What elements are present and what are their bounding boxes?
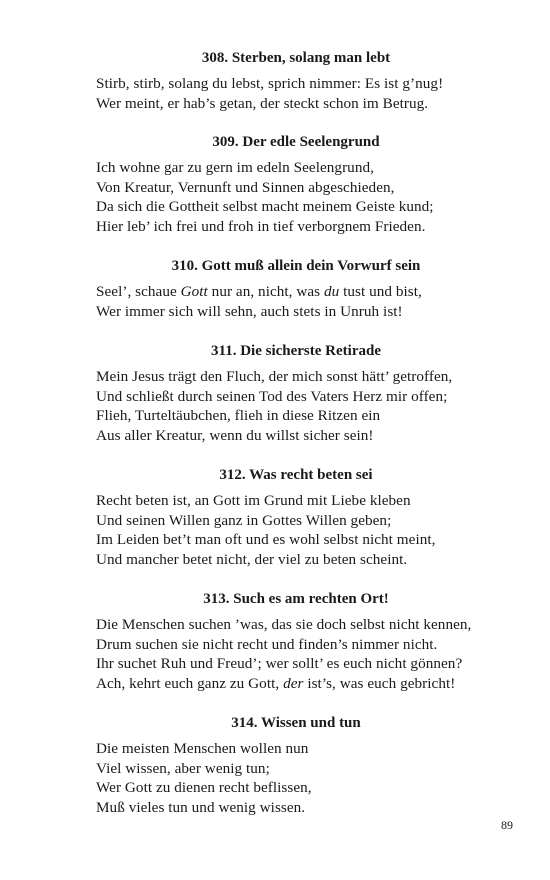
- poem-line: [96, 635, 496, 655]
- poem-title: [96, 465, 496, 485]
- poem-title-text: Der edle Seelengrund: [242, 134, 380, 150]
- poem-line: [96, 530, 496, 550]
- line-text: Muß vieles tun und wenig wissen.: [96, 798, 306, 816]
- poem-line: [96, 217, 496, 237]
- poem-lines: [96, 491, 496, 569]
- emphasized-text: der: [283, 674, 304, 692]
- line-text: Stirb, stirb, solang du lebst, sprich nimmer: Es ist g’nug!: [96, 75, 444, 92]
- line-text: nur an, nicht, was: [207, 283, 324, 300]
- line-text: Recht beten ist, an Gott im Grund mit Liebe kleben: [96, 492, 411, 509]
- poem: [96, 589, 496, 693]
- poem-title: [96, 341, 496, 361]
- line-text: Im Leiden bet’t man oft und es wohl selbst nicht meint,: [96, 531, 436, 548]
- line-text: Mein Jesus trägt den Fluch, der mich sonst hätt’ getroffen,: [96, 368, 453, 385]
- line-text: Viel wissen, aber wenig tun;: [96, 759, 270, 777]
- line-text: Wer meint, er hab’s getan, der steckt schon im Betrug.: [96, 94, 429, 112]
- line-text: Da sich die Gottheit selbst macht meinem Geiste kund;: [96, 198, 434, 215]
- line-text: Wer immer sich will sehn, auch stets in Unruh ist!: [96, 302, 403, 320]
- line-text: Aus aller Kreatur, wenn du willst sicher sein!: [96, 426, 374, 444]
- line-text: Ihr suchet Ruh und Freud’; wer sollt’ es euch nicht gönnen?: [96, 655, 463, 672]
- poem-title: [96, 256, 496, 276]
- poem-number: 310.: [171, 258, 198, 274]
- page-content: [96, 48, 496, 817]
- poem-line: [96, 759, 496, 779]
- poem-line: [96, 426, 496, 446]
- poem-line: [96, 282, 496, 302]
- poem-line: [96, 550, 496, 570]
- poem-line: [96, 387, 496, 407]
- poem-title-text: Such es am rechten Ort!: [233, 591, 389, 607]
- poem-line: [96, 674, 496, 694]
- line-text: Seel’, schaue: [96, 283, 181, 300]
- poem-title-text: Gott muß allein dein Vorwurf sein: [201, 258, 421, 274]
- poem-number: 309.: [212, 134, 239, 150]
- poem-title: [96, 713, 496, 733]
- line-text: Und seinen Willen ganz in Gottes Willen geben;: [96, 511, 392, 529]
- poem-title-text: Sterben, solang man lebt: [231, 50, 391, 66]
- line-text: Und schließt durch seinen Tod des Vaters Herz mir offen;: [96, 387, 448, 405]
- line-text: Und mancher betet nicht, der viel zu beten scheint.: [96, 550, 408, 568]
- poem-line: [96, 406, 496, 426]
- poem-line: [96, 778, 496, 798]
- poem-line: [96, 178, 496, 198]
- poem-line: [96, 367, 496, 387]
- poem-line: [96, 197, 496, 217]
- poem: [96, 341, 496, 445]
- page-number: 89: [501, 818, 513, 832]
- poem-line: [96, 615, 496, 635]
- line-text: Hier leb’ ich frei und froh in tief verborgnem Frieden.: [96, 217, 426, 235]
- line-text: ist’s, was euch gebricht!: [303, 674, 456, 692]
- poem: [96, 48, 496, 113]
- poem-number: 311.: [211, 343, 237, 359]
- poem-lines: [96, 74, 496, 113]
- poem-line: [96, 511, 496, 531]
- poem-line: [96, 798, 496, 818]
- poem-title: [96, 132, 496, 152]
- poem: [96, 713, 496, 817]
- poem-line: [96, 302, 496, 322]
- poem-line: [96, 94, 496, 114]
- poem-number: 308.: [201, 50, 229, 66]
- emphasized-text: du: [323, 283, 340, 300]
- poem-title-text: Die sicherste Retirade: [240, 343, 381, 359]
- poem-title-text: Was recht beten sei: [249, 467, 373, 483]
- poem-number: 312.: [219, 467, 246, 483]
- poem-number: 314.: [231, 715, 258, 731]
- poem-line: [96, 654, 496, 674]
- line-text: Flieh, Turteltäubchen, flieh in diese Ritzen ein: [96, 407, 381, 424]
- emphasized-text: Gott: [180, 283, 208, 300]
- line-text: Die Menschen suchen ’was, das sie doch selbst nicht kennen,: [96, 616, 472, 633]
- poem-line: [96, 491, 496, 511]
- poem: [96, 465, 496, 569]
- poem-title-text: Wissen und tun: [260, 715, 361, 731]
- poem-title: [96, 589, 496, 609]
- poem-number: 313.: [203, 591, 230, 607]
- line-text: Ich wohne gar zu gern im edeln Seelengrund,: [96, 159, 374, 176]
- poem-lines: [96, 615, 496, 693]
- poem: [96, 132, 496, 236]
- line-text: Die meisten Menschen wollen nun: [96, 740, 309, 757]
- poem-lines: [96, 282, 496, 321]
- poem: [96, 256, 496, 321]
- line-text: tust und bist,: [339, 283, 422, 300]
- line-text: Drum suchen sie nicht recht und finden’s nimmer nicht.: [96, 635, 438, 653]
- poem-lines: [96, 158, 496, 236]
- poem-line: [96, 158, 496, 178]
- poem-title: [96, 48, 496, 68]
- poem-lines: [96, 367, 496, 445]
- line-text: Ach, kehrt euch ganz zu Gott,: [96, 674, 284, 692]
- poem-lines: [96, 739, 496, 817]
- line-text: Wer Gott zu dienen recht beflissen,: [96, 779, 312, 796]
- poem-line: [96, 74, 496, 94]
- poem-line: [96, 739, 496, 759]
- line-text: Von Kreatur, Vernunft und Sinnen abgeschieden,: [96, 178, 395, 196]
